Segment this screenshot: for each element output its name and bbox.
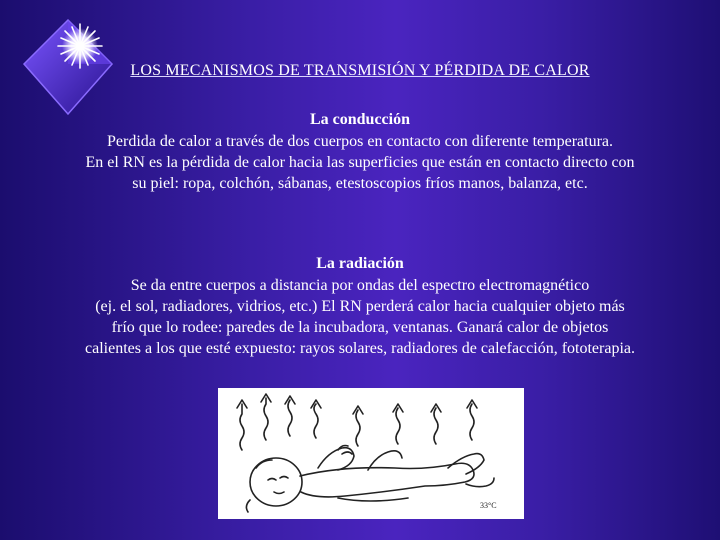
body-line: frío que lo rodee: paredes de la incubadora, ventanas. Ganará calor de objetos [111, 319, 609, 336]
body-line: su piel: ropa, colchón, sábanas, etestoscopios fríos manos, balanza, etc. [132, 175, 588, 192]
baby-drawing-icon [218, 388, 524, 519]
temperature-label: 33°C [480, 501, 497, 510]
body-line: Perdida de calor a través de dos cuerpos en contacto con diferente temperatura. [107, 133, 613, 150]
heat-arrow-icon [237, 400, 247, 450]
section-heading: La conducción [309, 111, 410, 128]
body-line: calientes a los que esté expuesto: rayos solares, radiadores de calefacción, fototerapia. [85, 340, 635, 357]
heat-arrow-icon [353, 406, 363, 446]
page-title: LOS MECANISMOS DE TRANSMISIÓN Y PÉRDIDA DE CALOR [130, 62, 590, 79]
section-conduccion [14, 111, 706, 194]
body-line: En el RN es la pérdida de calor hacia las superficies que están en contacto directo con [85, 154, 635, 171]
baby-radiation-illustration [218, 388, 524, 519]
section-radiacion [14, 255, 706, 359]
heat-arrow-icon [261, 394, 271, 440]
heat-arrow-icon [467, 400, 477, 440]
heat-arrow-icon [311, 400, 321, 438]
body-line: Se da entre cuerpos a distancia por ondas del espectro electromagnético [130, 277, 590, 294]
heat-arrow-icon [393, 404, 403, 444]
heat-arrow-icon [285, 396, 295, 436]
section-heading: La radiación [316, 255, 404, 272]
heat-arrow-icon [431, 404, 441, 444]
body-line: (ej. el sol, radiadores, vidrios, etc.) El RN perderá calor hacia cualquier objeto más [95, 298, 625, 315]
